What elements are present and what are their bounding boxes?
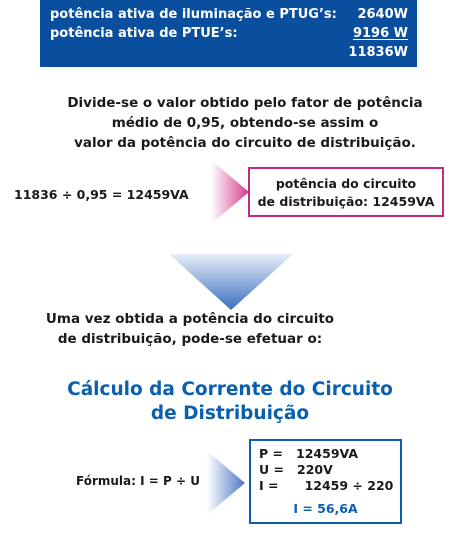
- summary-label: potência ativa de PTUE’s:: [50, 26, 238, 41]
- formula-label: Fórmula: I = P ÷ U: [76, 474, 200, 488]
- section-title: [40, 378, 420, 426]
- section-title-line: Cálculo da Corrente do Circuito: [67, 379, 393, 400]
- formula-line-i: I = 12459 ÷ 220: [259, 478, 394, 493]
- step2-line: Uma vez obtida a potência do circuito: [45, 311, 335, 327]
- step1-text: [10, 93, 459, 153]
- summary-row: [50, 25, 408, 43]
- step1-line: valor da potência do circuito de distribuição.: [74, 135, 416, 151]
- step2-text: [40, 309, 340, 349]
- step1-line: Divide-se o valor obtido pelo fator de potência: [67, 95, 423, 111]
- summary-row: [50, 6, 408, 24]
- calculation-text: 11836 ÷ 0,95 = 12459VA: [14, 187, 189, 202]
- formula-box: [249, 439, 402, 524]
- step2-line: de distribuição, pode-se efetuar o:: [57, 331, 323, 347]
- formula-line-u: U = 220V: [259, 462, 333, 477]
- summary-total-value: 11836W: [348, 45, 408, 60]
- step1-line: médio de 0,95, obtendo-se assim o: [111, 115, 379, 131]
- result-line: de distribuição: 12459VA: [257, 194, 435, 209]
- summary-label: potência ativa de iluminação e PTUG’s:: [50, 7, 337, 22]
- summary-value: 2640W: [357, 7, 408, 22]
- power-summary-box: [40, 0, 417, 67]
- summary-value: 9196 W: [352, 26, 408, 41]
- power-result-box: [248, 167, 444, 217]
- section-title-line: de Distribuição: [150, 403, 310, 424]
- down-arrow-icon: [169, 254, 293, 310]
- blue-arrow-icon: [207, 451, 247, 515]
- pink-arrow-icon: [211, 160, 251, 224]
- formula-result: I = 56,6A: [293, 501, 358, 516]
- result-line: potência do circuito: [275, 176, 417, 191]
- summary-total-row: [50, 44, 408, 62]
- formula-line-p: P = 12459VA: [259, 446, 359, 461]
